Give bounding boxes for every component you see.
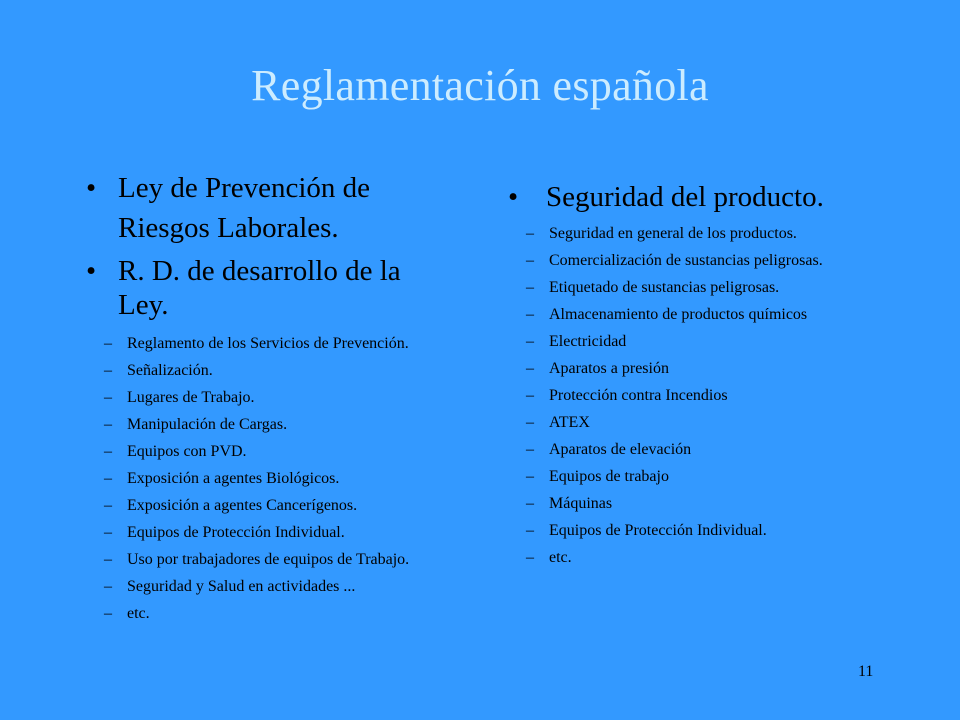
sub-list-item: – etc. [508,548,868,568]
sub-list-item: – ATEX [508,413,868,433]
sub-list-item: – Aparatos de elevación [508,440,868,460]
sub-list-item: – Máquinas [508,494,868,514]
sub-list-item: – Almacenamiento de productos químicos [508,305,868,325]
sub-list-item: – Electricidad [508,332,868,352]
sub-list-item: – Equipos de trabajo [508,467,868,487]
bullet-item: • R. D. de desarrollo de la Ley. [86,254,456,322]
sub-list-item: – Señalización. [86,361,416,381]
bullet-item: • Ley de Prevención de Riesgos Laborales. [86,168,456,248]
bullet-item: • Seguridad del producto. [508,176,908,218]
sub-list-item: – Aparatos a presión [508,359,868,379]
sub-list-item: – Equipos con PVD. [86,442,416,462]
sub-list-item: – Etiquetado de sustancias peligrosas. [508,278,868,298]
left-column [86,168,456,631]
slide-title: Reglamentación española [251,61,709,110]
sub-list-item: – Uso por trabajadores de equipos de Trabajo. [86,550,416,570]
sub-list-item: – Equipos de Protección Individual. [508,521,868,541]
sub-list-item: – Seguridad y Salud en actividades ... [86,577,416,597]
sub-list-item: – Exposición a agentes Cancerígenos. [86,496,416,516]
sub-list-item: – Lugares de Trabajo. [86,388,416,408]
page-number: 11 [858,663,874,680]
left-sub-list [86,334,416,624]
sub-list-item: – Equipos de Protección Individual. [86,523,416,543]
sub-list-item: – Reglamento de los Servicios de Prevención. [86,334,416,354]
right-sub-list [508,224,868,568]
sub-list-item: – Comercialización de sustancias peligrosas. [508,251,868,271]
sub-list-item: – Exposición a agentes Biológicos. [86,469,416,489]
sub-list-item: – Protección contra Incendios [508,386,868,406]
sub-list-item: – etc. [86,604,416,624]
sub-list-item: – Manipulación de Cargas. [86,415,416,435]
right-column [508,176,908,575]
sub-list-item: – Seguridad en general de los productos. [508,224,868,244]
